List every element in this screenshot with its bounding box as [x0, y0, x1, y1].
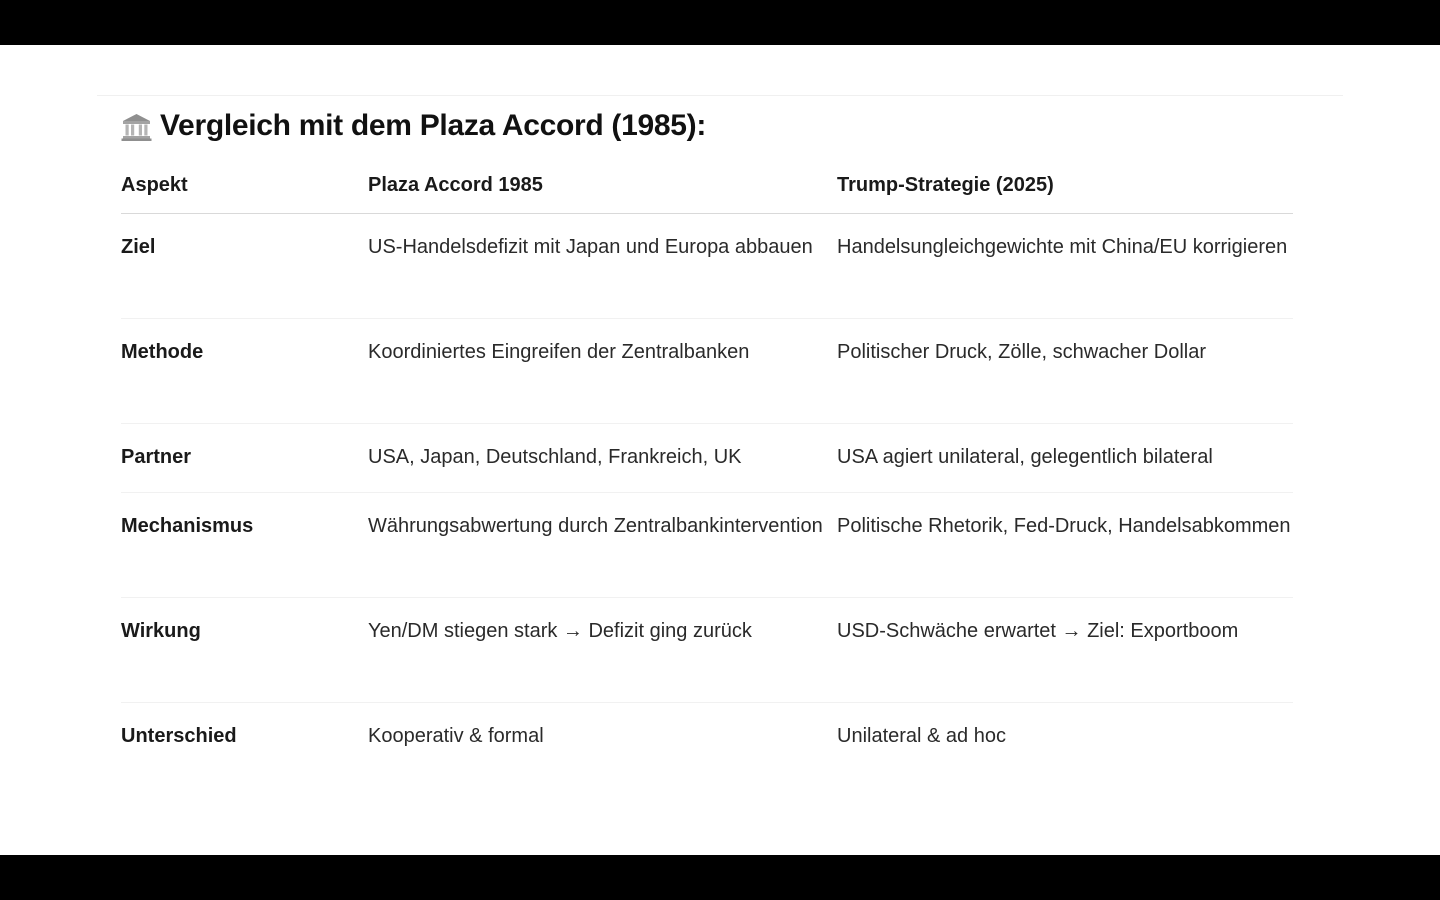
table-row [121, 424, 1293, 493]
column-header-plaza: Plaza Accord 1985 [368, 167, 837, 214]
letterbox-bottom [0, 855, 1440, 900]
classical-building-icon [121, 112, 152, 142]
aspect-cell: Wirkung [121, 598, 368, 703]
plaza-cell: US-Handelsdefizit mit Japan und Europa abbauen [368, 214, 837, 319]
column-header-trump: Trump-Strategie (2025) [837, 167, 1293, 214]
trump-cell: Unilateral & ad hoc [837, 725, 1006, 747]
table-row [121, 493, 1293, 598]
table-header-row [121, 167, 1293, 214]
plaza-cell: USA, Japan, Deutschland, Frankreich, UK [368, 424, 837, 493]
trump-cell: Politische Rhetorik, Fed-Druck, Handelsabkommen [837, 493, 1293, 598]
plaza-cell: Währungsabwertung durch Zentralbankintervention [368, 493, 837, 598]
aspect-cell: Mechanismus [121, 493, 368, 598]
trump-cell: USA agiert unilateral, gelegentlich bilateral [837, 424, 1293, 493]
divider [97, 95, 1343, 96]
aspect-cell: Ziel [121, 214, 368, 319]
plaza-cell: Kooperativ & formal [368, 725, 544, 747]
document-page [0, 45, 1440, 855]
plaza-cell: Yen/DM stiegen stark → Defizit ging zurück [368, 598, 837, 703]
column-header-aspect: Aspekt [121, 167, 368, 214]
plaza-cell: Koordiniertes Eingreifen der Zentralbanken [368, 319, 837, 424]
table-row [121, 214, 1293, 319]
aspect-cell: Partner [121, 424, 368, 493]
table-row [121, 319, 1293, 424]
trump-cell: Handelsungleichgewichte mit China/EU korrigieren [837, 214, 1293, 319]
table-row [121, 598, 1293, 703]
section-heading [121, 109, 706, 143]
table-row [121, 703, 1293, 772]
trump-cell: USD-Schwäche erwartet → Ziel: Exportboom [837, 598, 1293, 703]
trump-cell: Politischer Druck, Zölle, schwacher Dollar [837, 319, 1293, 424]
letterbox-top [0, 0, 1440, 45]
aspect-cell: Unterschied [121, 725, 237, 747]
aspect-cell: Methode [121, 319, 368, 424]
comparison-table [121, 167, 1293, 772]
heading-text: Vergleich mit dem Plaza Accord (1985): [160, 109, 707, 142]
